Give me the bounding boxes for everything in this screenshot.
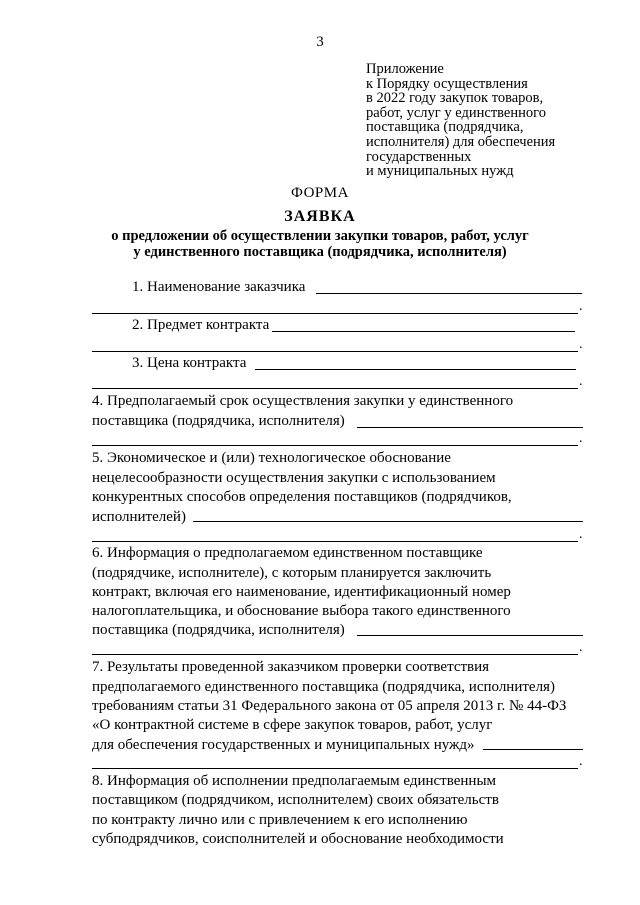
item4-fill-line-2[interactable] [92,445,578,446]
item4-line: поставщика (подрядчика, исполнителя) [92,413,345,429]
item6-line: налогоплательщика, и обоснование выбора такого единственного [92,603,511,619]
item7-line: 7. Результаты проведенной заказчиком проверки соответствия [92,659,490,675]
item6-fill-line-2[interactable] [92,654,578,655]
item1-label: 1. Наименование заказчика [132,279,306,295]
item6-fill-line[interactable] [357,635,583,636]
line-end-mark: . [579,299,583,314]
item4-line: 4. Предполагаемый срок осуществления закупки у единственного [92,393,514,409]
appendix-line: поставщика (подрядчика, [366,119,524,136]
line-end-mark: . [579,754,583,769]
item6-line: контракт, включая его наименование, идентификационный номер [92,584,511,600]
item1-fill-line-2[interactable] [92,313,578,314]
line-end-mark: . [579,640,583,655]
item8-line: 8. Информация об исполнении предполагаемым единственным [92,773,497,789]
subtitle-line: у единственного поставщика (подрядчика, исполнителя) [133,243,507,260]
item6-line: поставщика (подрядчика, исполнителя) [92,622,345,638]
item8-line: по контракту лично или с привлечением к его исполнению [92,812,468,828]
item7-line: для обеспечения государственных и муниципальных нужд» [92,737,475,753]
appendix-line: к Порядку осуществления [366,75,528,92]
item6-line: 6. Информация о предполагаемом единственном поставщике [92,545,483,561]
line-end-mark: . [579,431,583,446]
item7-fill-line-2[interactable] [92,768,578,769]
item5-fill-line[interactable] [193,521,583,522]
item6-line: (подрядчике, исполнителе), с которым планируется заключить [92,565,492,581]
item3-label: 3. Цена контракта [132,355,247,371]
document-subtitle [0,229,640,260]
appendix-line: и муниципальных нужд [366,163,514,180]
item5-line: исполнителей) [92,509,186,525]
appendix-line: Приложение [366,61,444,77]
item7-line: «О контрактной системе в сфере закупок товаров, работ, услуг [92,717,493,733]
item8-line: субподрядчиков, соисполнителей и обоснование необходимости [92,831,504,847]
page-number: 3 [316,34,324,50]
subtitle-line: о предложении об осуществлении закупки товаров, работ, услуг [111,228,529,244]
item2-fill-line[interactable] [272,331,575,332]
item7-line: предполагаемого единственного поставщика (подрядчика, исполнителя) [92,679,555,695]
form-label: ФОРМА [291,185,349,201]
item2-fill-line-2[interactable] [92,351,578,352]
item5-fill-line-2[interactable] [92,541,578,542]
item3-fill-line-2[interactable] [92,388,578,389]
appendix-line: государственных [366,148,472,165]
document-title: ЗАЯВКА [284,208,356,225]
line-end-mark: . [579,337,583,352]
appendix-line: исполнителя) для обеспечения [366,133,556,150]
appendix-header [366,62,555,179]
item7-line: требованиям статьи 31 Федерального закона от 05 апреля 2013 г. № 44-ФЗ [92,698,567,714]
item7-fill-line[interactable] [483,749,583,750]
item8-line: поставщиком (подрядчиком, исполнителем) своих обязательств [92,792,499,808]
item5-line: 5. Экономическое и (или) технологическое обоснование [92,450,451,466]
item4-fill-line[interactable] [357,427,583,428]
item5-line: конкурентных способов определения поставщиков (подрядчиков, [92,489,512,505]
line-end-mark: . [579,527,583,542]
item2-label: 2. Предмет контракта [132,317,270,333]
appendix-line: в 2022 году закупок товаров, [366,90,544,107]
item1-fill-line[interactable] [316,293,582,294]
appendix-line: работ, услуг у единственного [366,104,546,121]
line-end-mark: . [579,374,583,389]
item3-fill-line[interactable] [255,369,576,370]
item5-line: нецелесообразности осуществления закупки с использованием [92,470,496,486]
